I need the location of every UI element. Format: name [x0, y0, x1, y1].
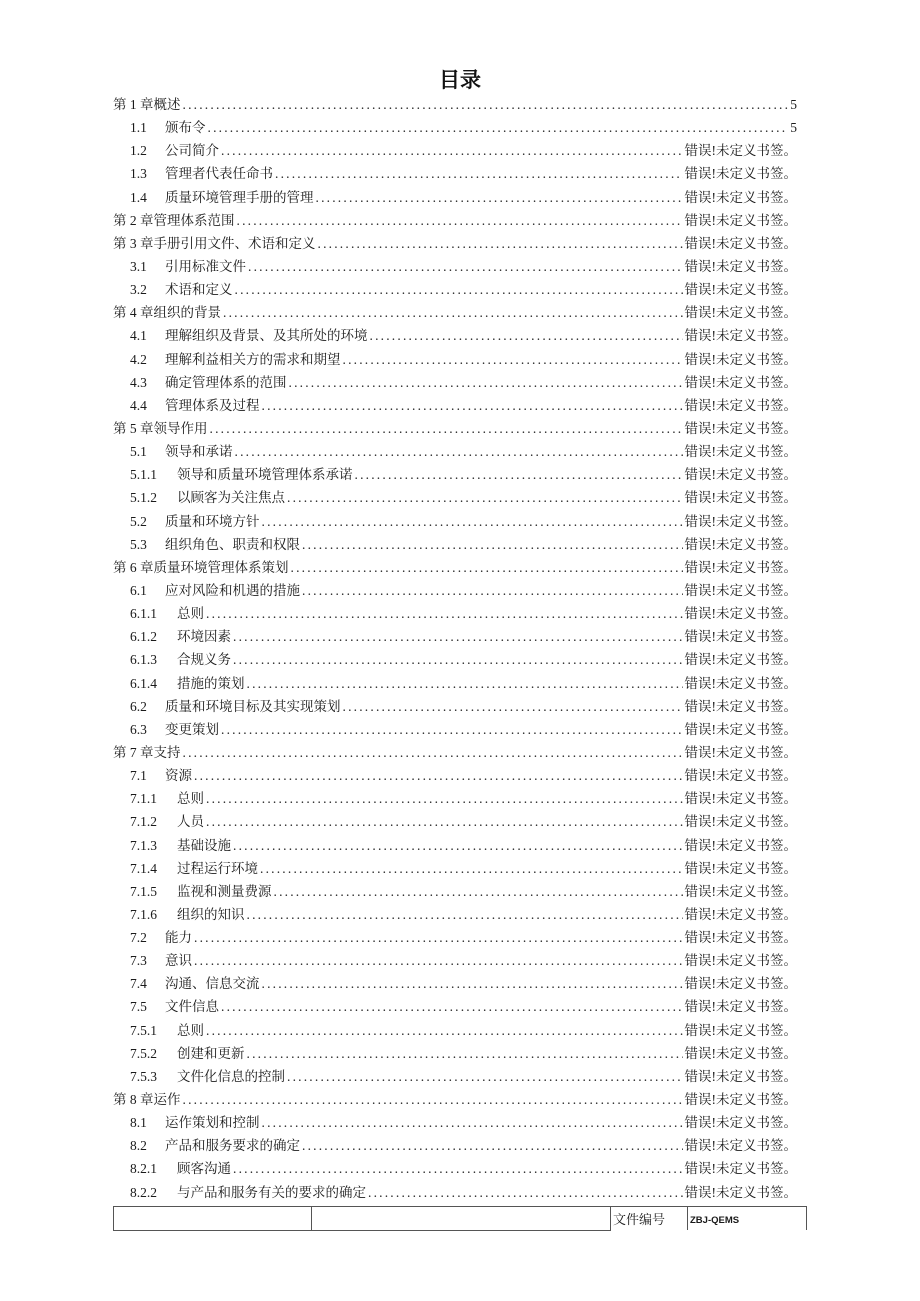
doc-number-label: 文件编号: [611, 1207, 688, 1231]
toc-entry-number: 第 5 章: [113, 420, 154, 436]
toc-entry-page: 错误!未定义书签。: [684, 721, 797, 737]
toc-entry[interactable]: [113, 162, 797, 185]
toc-entry[interactable]: [113, 556, 797, 579]
toc-entry-title: 变更策划: [165, 721, 219, 737]
toc-entry-number: 8.2.2: [130, 1184, 157, 1200]
toc-entry-page: 错误!未定义书签。: [684, 744, 797, 760]
toc-entry-page: 错误!未定义书签。: [684, 953, 797, 969]
toc-leader-dots: [194, 949, 683, 972]
toc-entry-number: 6.3: [130, 721, 147, 737]
toc-entry-number: 第 7 章: [113, 744, 154, 760]
toc-entry[interactable]: [113, 834, 797, 857]
toc-entry-number: 5.1: [130, 444, 147, 460]
toc-entry-page: 错误!未定义书签。: [684, 536, 797, 552]
toc-leader-dots: [355, 463, 683, 486]
toc-entry-title: 组织角色、职责和权限: [165, 536, 300, 552]
toc-entry-title: 沟通、信息交流: [165, 976, 260, 992]
toc-leader-dots: [302, 579, 683, 602]
toc-entry-title: 环境因素: [177, 629, 231, 645]
toc-entry-number: 7.1.6: [130, 906, 157, 922]
toc-leader-dots: [247, 1042, 683, 1065]
toc-entry-number: 8.2.1: [130, 1161, 157, 1177]
toc-entry-title: 管理体系及过程: [165, 397, 260, 413]
toc-entry-title: 运作策划和控制: [165, 1115, 260, 1131]
toc-leader-dots: [183, 741, 683, 764]
toc-entry-title: 质量和环境方针: [165, 513, 260, 529]
toc-leader-dots: [206, 1019, 683, 1042]
toc-leader-dots: [302, 1134, 683, 1157]
toc-entry-page: 错误!未定义书签。: [684, 305, 797, 321]
toc-entry-number: 6.1: [130, 582, 147, 598]
toc-entry-number: 7.1.5: [130, 883, 157, 899]
toc-leader-dots: [247, 672, 683, 695]
toc-entry-title: 顾客沟通: [177, 1161, 231, 1177]
toc-entry-page: 错误!未定义书签。: [684, 1138, 797, 1154]
toc-leader-dots: [368, 1181, 683, 1204]
toc-entry[interactable]: [113, 695, 797, 718]
toc-entry-title: 理解利益相关方的需求和期望: [165, 351, 341, 367]
toc-entry-number: 5.3: [130, 536, 147, 552]
toc-entry-number: 第 8 章: [113, 1092, 154, 1108]
toc-leader-dots: [237, 209, 683, 232]
toc-leader-dots: [206, 602, 683, 625]
toc-entry-page: 错误!未定义书签。: [684, 675, 797, 691]
toc-entry-title: 与产品和服务有关的要求的确定: [177, 1184, 366, 1200]
toc-leader-dots: [194, 764, 683, 787]
toc-entry-page: 错误!未定义书签。: [684, 814, 797, 830]
toc-entry-title: 文件化信息的控制: [177, 1068, 285, 1084]
toc-leader-dots: [206, 787, 683, 810]
toc-entry-number: 7.5.2: [130, 1045, 157, 1061]
toc-entry[interactable]: [113, 255, 797, 278]
toc-entry-page: 错误!未定义书签。: [684, 1184, 797, 1200]
toc-entry-page: 错误!未定义书签。: [684, 166, 797, 182]
toc-entry-number: 第 3 章: [113, 235, 154, 251]
toc-entry-title: 管理者代表任命书: [165, 166, 273, 182]
toc-entry-title: 基础设施: [177, 837, 231, 853]
toc-entry-page: 错误!未定义书签。: [684, 143, 797, 159]
toc-leader-dots: [183, 1088, 683, 1111]
toc-leader-dots: [262, 972, 683, 995]
toc-entry[interactable]: [113, 741, 797, 764]
toc-entry[interactable]: [113, 417, 797, 440]
toc-entry-number: 7.5: [130, 999, 147, 1015]
toc-entry-number: 7.1.2: [130, 814, 157, 830]
toc-entry-number: 7.4: [130, 976, 147, 992]
toc-entry-title: 管理体系范围: [153, 212, 235, 228]
toc-entry-title: 措施的策划: [177, 675, 245, 691]
toc-entry[interactable]: [113, 1088, 797, 1111]
toc-entry-number: 7.1.1: [130, 791, 157, 807]
toc-entry[interactable]: [113, 995, 797, 1018]
toc-leader-dots: [289, 371, 683, 394]
toc-leader-dots: [318, 232, 683, 255]
toc-entry[interactable]: [113, 463, 797, 486]
toc-entry[interactable]: [113, 209, 797, 232]
toc-entry[interactable]: [113, 116, 797, 139]
toc-entry[interactable]: [113, 880, 797, 903]
toc-entry-number: 7.2: [130, 930, 147, 946]
toc-entry[interactable]: [113, 1111, 797, 1134]
toc-entry-page: 错误!未定义书签。: [684, 1068, 797, 1084]
toc-leader-dots: [221, 718, 683, 741]
toc-leader-dots: [194, 926, 683, 949]
toc-entry-number: 7.1.4: [130, 860, 157, 876]
toc-entry-number: 7.5.3: [130, 1068, 157, 1084]
toc-entry-number: 1.3: [130, 166, 147, 182]
toc-entry-page: 错误!未定义书签。: [684, 235, 797, 251]
footer-cell-2: [312, 1207, 611, 1231]
toc-entry-title: 创建和更新: [177, 1045, 245, 1061]
toc-entry-title: 颁布令: [165, 120, 206, 136]
toc-entry[interactable]: [113, 810, 797, 833]
toc-entry-title: 领导和承诺: [165, 444, 233, 460]
toc-entry[interactable]: [113, 949, 797, 972]
toc-entry[interactable]: [113, 394, 797, 417]
toc-entry-title: 应对风险和机遇的措施: [165, 582, 300, 598]
toc-entry-page: 错误!未定义书签。: [684, 490, 797, 506]
doc-number-value: ZBJ-QEMS: [688, 1207, 807, 1231]
toc-entry-title: 支持: [153, 744, 181, 760]
toc-entry-page: 错误!未定义书签。: [684, 930, 797, 946]
toc-leader-dots: [291, 556, 683, 579]
toc-entry[interactable]: [113, 486, 797, 509]
toc-entry-title: 产品和服务要求的确定: [165, 1138, 300, 1154]
toc-entry[interactable]: [113, 672, 797, 695]
toc-entry[interactable]: [113, 440, 797, 463]
toc-entry-page: 错误!未定义书签。: [684, 999, 797, 1015]
toc-entry-page: 错误!未定义书签。: [684, 351, 797, 367]
toc-entry-title: 质量环境管理手册的管理: [165, 189, 314, 205]
toc-leader-dots: [208, 116, 789, 139]
toc-entry-page: 错误!未定义书签。: [684, 606, 797, 622]
toc-entry-number: 第 4 章: [113, 305, 154, 321]
toc-entry-number: 8.2: [130, 1138, 147, 1154]
toc-entry[interactable]: [113, 972, 797, 995]
toc-leader-dots: [233, 834, 683, 857]
toc-entry[interactable]: [113, 1134, 797, 1157]
toc-leader-dots: [343, 695, 683, 718]
toc-entry-title: 过程运行环境: [177, 860, 258, 876]
toc-entry-title: 文件信息: [165, 999, 219, 1015]
toc-entry-title: 理解组织及背景、及其所处的环境: [165, 328, 368, 344]
toc-entry-page: 错误!未定义书签。: [684, 768, 797, 784]
toc-entry-title: 术语和定义: [165, 282, 233, 298]
toc-entry-number: 3.2: [130, 282, 147, 298]
toc-leader-dots: [260, 857, 683, 880]
toc-leader-dots: [233, 625, 683, 648]
toc-leader-dots: [262, 1111, 683, 1134]
toc-entry-title: 总则: [177, 606, 204, 622]
toc-entry-number: 6.1.4: [130, 675, 157, 691]
toc-entry-title: 总则: [177, 791, 204, 807]
toc-entry[interactable]: [113, 926, 797, 949]
toc-entry-title: 资源: [165, 768, 192, 784]
toc-entry-number: 1.4: [130, 189, 147, 205]
toc-entry[interactable]: [113, 533, 797, 556]
toc-leader-dots: [206, 810, 683, 833]
toc-entry-page: 错误!未定义书签。: [684, 1161, 797, 1177]
toc-entry-title: 概述: [153, 97, 181, 112]
toc-entry-page: 错误!未定义书签。: [684, 1022, 797, 1038]
toc-entry-title: 领导作用: [153, 420, 208, 436]
toc-leader-dots: [233, 1157, 683, 1180]
toc-leader-dots: [248, 255, 683, 278]
toc-entry[interactable]: [113, 1042, 797, 1065]
toc-entry-page: 5: [790, 120, 797, 136]
toc-entry[interactable]: [113, 625, 797, 648]
toc-entry-number: 6.1.1: [130, 606, 157, 622]
toc-entry-page: 错误!未定义书签。: [684, 906, 797, 922]
toc-entry-title: 质量环境管理体系策划: [153, 559, 289, 575]
toc-entry-number: 5.1.2: [130, 490, 157, 506]
toc-leader-dots: [221, 139, 683, 162]
toc-entry-title: 引用标准文件: [165, 258, 246, 274]
toc-entry-number: 第 6 章: [113, 559, 154, 575]
toc-entry-page: 错误!未定义书签。: [684, 860, 797, 876]
toc-entry-number: 8.1: [130, 1115, 147, 1131]
toc-entry[interactable]: [113, 324, 797, 347]
toc-leader-dots: [262, 510, 683, 533]
toc-entry-page: 错误!未定义书签。: [684, 837, 797, 853]
toc-entry-page: 错误!未定义书签。: [684, 976, 797, 992]
toc-entry[interactable]: [113, 1157, 797, 1180]
toc-entry[interactable]: [113, 1019, 797, 1042]
toc-entry-page: 错误!未定义书签。: [684, 189, 797, 205]
toc-leader-dots: [287, 1065, 683, 1088]
toc-leader-dots: [262, 394, 683, 417]
footer-cell-1: [114, 1207, 312, 1231]
toc-leader-dots: [235, 278, 683, 301]
toc-entry[interactable]: [113, 93, 797, 116]
toc-entry-title: 组织的背景: [153, 305, 221, 321]
toc-entry-page: 错误!未定义书签。: [684, 420, 797, 436]
toc-entry[interactable]: [113, 857, 797, 880]
footer-table: [113, 1206, 807, 1231]
toc-entry-number: 4.3: [130, 374, 147, 390]
toc-entry-number: 5.1.1: [130, 467, 157, 483]
toc-entry[interactable]: [113, 348, 797, 371]
toc-entry-title: 人员: [177, 814, 204, 830]
toc-entry-page: 错误!未定义书签。: [684, 883, 797, 899]
toc-entry-page: 错误!未定义书签。: [684, 1115, 797, 1131]
toc-leader-dots: [287, 486, 683, 509]
toc-entry-page: 错误!未定义书签。: [684, 467, 797, 483]
toc-entry-title: 运作: [153, 1092, 181, 1108]
toc-entry[interactable]: [113, 1065, 797, 1088]
toc-entry[interactable]: [113, 301, 797, 324]
toc-entry-title: 监视和测量费源: [177, 883, 272, 899]
toc-leader-dots: [210, 417, 683, 440]
toc-entry-title: 能力: [165, 930, 192, 946]
toc-entry[interactable]: [113, 602, 797, 625]
toc-entry-number: 第 2 章: [113, 212, 154, 228]
toc-leader-dots: [233, 648, 683, 671]
toc-entry-page: 错误!未定义书签。: [684, 374, 797, 390]
toc-entry-title: 公司简介: [165, 143, 219, 159]
toc-entry[interactable]: [113, 278, 797, 301]
toc-entry[interactable]: [113, 718, 797, 741]
toc-entry-title: 组织的知识: [177, 906, 245, 922]
toc-leader-dots: [221, 995, 683, 1018]
toc-entry-number: 7.3: [130, 953, 147, 969]
toc-entry-number: 4.2: [130, 351, 147, 367]
toc-leader-dots: [370, 324, 683, 347]
toc-entry[interactable]: [113, 232, 797, 255]
toc-entry[interactable]: [113, 139, 797, 162]
toc-entry[interactable]: [113, 510, 797, 533]
toc-leader-dots: [247, 903, 683, 926]
toc-entry-number: 7.1.3: [130, 837, 157, 853]
toc-entry-number: 6.2: [130, 698, 147, 714]
toc-entry-title: 意识: [165, 953, 192, 969]
toc-leader-dots: [302, 533, 683, 556]
toc-leader-dots: [316, 186, 683, 209]
page-title: 目录: [439, 69, 481, 92]
toc-entry-number: 3.1: [130, 258, 147, 274]
toc-entry-page: 错误!未定义书签。: [684, 212, 797, 228]
toc-entry-number: 4.4: [130, 397, 147, 413]
toc-entry-number: 4.1: [130, 328, 147, 344]
toc-entry[interactable]: [113, 764, 797, 787]
toc-entry[interactable]: [113, 787, 797, 810]
toc-entry-number: 7.1: [130, 768, 147, 784]
toc-entry-page: 错误!未定义书签。: [684, 444, 797, 460]
toc-entry-number: 6.1.2: [130, 629, 157, 645]
toc-entry-page: 错误!未定义书签。: [684, 328, 797, 344]
toc-leader-dots: [343, 348, 683, 371]
table-of-contents: [113, 93, 797, 1204]
toc-entry[interactable]: [113, 579, 797, 602]
toc-entry-page: 错误!未定义书签。: [684, 652, 797, 668]
toc-entry-number: 1.2: [130, 143, 147, 159]
toc-entry-page: 错误!未定义书签。: [684, 791, 797, 807]
toc-entry[interactable]: [113, 1181, 797, 1204]
toc-entry[interactable]: [113, 186, 797, 209]
toc-leader-dots: [274, 880, 683, 903]
toc-leader-dots: [223, 301, 683, 324]
toc-entry-page: 错误!未定义书签。: [684, 258, 797, 274]
toc-entry-title: 确定管理体系的范围: [165, 374, 287, 390]
toc-leader-dots: [275, 162, 683, 185]
toc-entry-title: 手册引用文件、术语和定义: [153, 235, 316, 251]
toc-entry-page: 错误!未定义书签。: [684, 698, 797, 714]
toc-entry-title: 总则: [177, 1022, 204, 1038]
toc-entry[interactable]: [113, 903, 797, 926]
toc-entry-title: 合规义务: [177, 652, 231, 668]
toc-entry-title: 以顾客为关注焦点: [177, 490, 285, 506]
toc-entry-page: 错误!未定义书签。: [684, 513, 797, 529]
toc-entry[interactable]: [113, 371, 797, 394]
toc-entry-number: 7.5.1: [130, 1022, 157, 1038]
toc-leader-dots: [235, 440, 683, 463]
toc-entry-number: 6.1.3: [130, 652, 157, 668]
toc-entry-number: 5.2: [130, 513, 147, 529]
toc-entry-number: 1.1: [130, 120, 147, 136]
toc-entry-page: 错误!未定义书签。: [684, 1092, 797, 1108]
toc-entry-page: 5: [790, 97, 797, 112]
toc-entry-page: 错误!未定义书签。: [684, 559, 797, 575]
toc-entry-title: 质量和环境目标及其实现策划: [165, 698, 341, 714]
toc-entry-page: 错误!未定义书签。: [684, 397, 797, 413]
toc-entry-title: 领导和质量环境管理体系承诺: [177, 467, 353, 483]
toc-entry-page: 错误!未定义书签。: [684, 629, 797, 645]
toc-entry-page: 错误!未定义书签。: [684, 1045, 797, 1061]
toc-entry-page: 错误!未定义书签。: [684, 582, 797, 598]
toc-leader-dots: [183, 93, 789, 116]
toc-entry-number: 第 1 章: [113, 97, 154, 112]
toc-entry-page: 错误!未定义书签。: [684, 282, 797, 298]
toc-entry[interactable]: [113, 648, 797, 671]
